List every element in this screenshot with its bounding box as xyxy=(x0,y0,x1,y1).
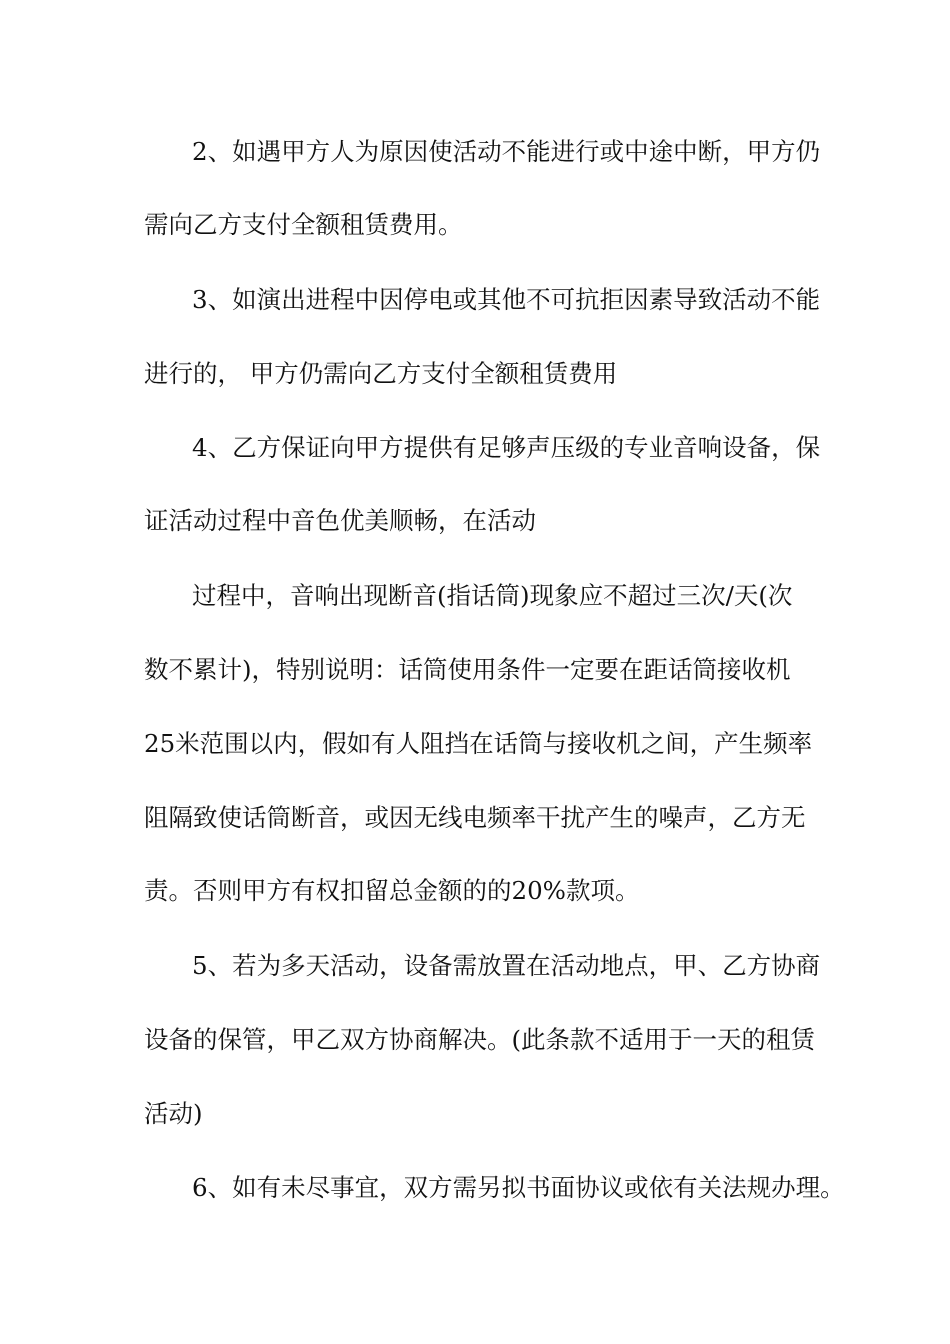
clause-3-line-1: 3、如演出进程中因停电或其他不可抗拒因素导致活动不能 xyxy=(192,285,821,314)
clause-4-continued-line-5: 责。否则甲方有权扣留总金额的的20%款项。 xyxy=(144,876,640,905)
clause-5-line-3: 活动) xyxy=(144,1099,203,1128)
clause-4-continued-line-1: 过程中，音响出现断音(指话筒)现象应不超过三次/天(次 xyxy=(192,581,793,610)
clause-4-line-1: 4、乙方保证向甲方提供有足够声压级的专业音响设备，保 xyxy=(192,433,821,462)
clause-5-line-1: 5、若为多天活动，设备需放置在活动地点，甲、乙方协商 xyxy=(192,951,821,980)
clause-5-line-2: 设备的保管，甲乙双方协商解决。(此条款不适用于一天的租赁 xyxy=(144,1025,816,1054)
clause-6-line-1: 6、如有未尽事宜，双方需另拟书面协议或依有关法规办理。 xyxy=(192,1173,845,1202)
clause-3-line-2: 进行的， 甲方仍需向乙方支付全额租赁费用 xyxy=(144,359,618,388)
clause-2-line-1: 2、如遇甲方人为原因使活动不能进行或中途中断，甲方仍 xyxy=(192,137,821,166)
clause-4-continued-line-3: 25米范围以内，假如有人阻挡在话筒与接收机之间，产生频率 xyxy=(144,729,813,758)
clause-4-line-2: 证活动过程中音色优美顺畅，在活动 xyxy=(144,506,536,535)
clause-2-line-2: 需向乙方支付全额租赁费用。 xyxy=(144,210,463,239)
clause-4-continued-line-4: 阻隔致使话筒断音，或因无线电频率干扰产生的噪声，乙方无 xyxy=(144,803,806,832)
clause-4-continued-line-2: 数不累计)，特别说明：话筒使用条件一定要在距话筒接收机 xyxy=(144,655,791,684)
